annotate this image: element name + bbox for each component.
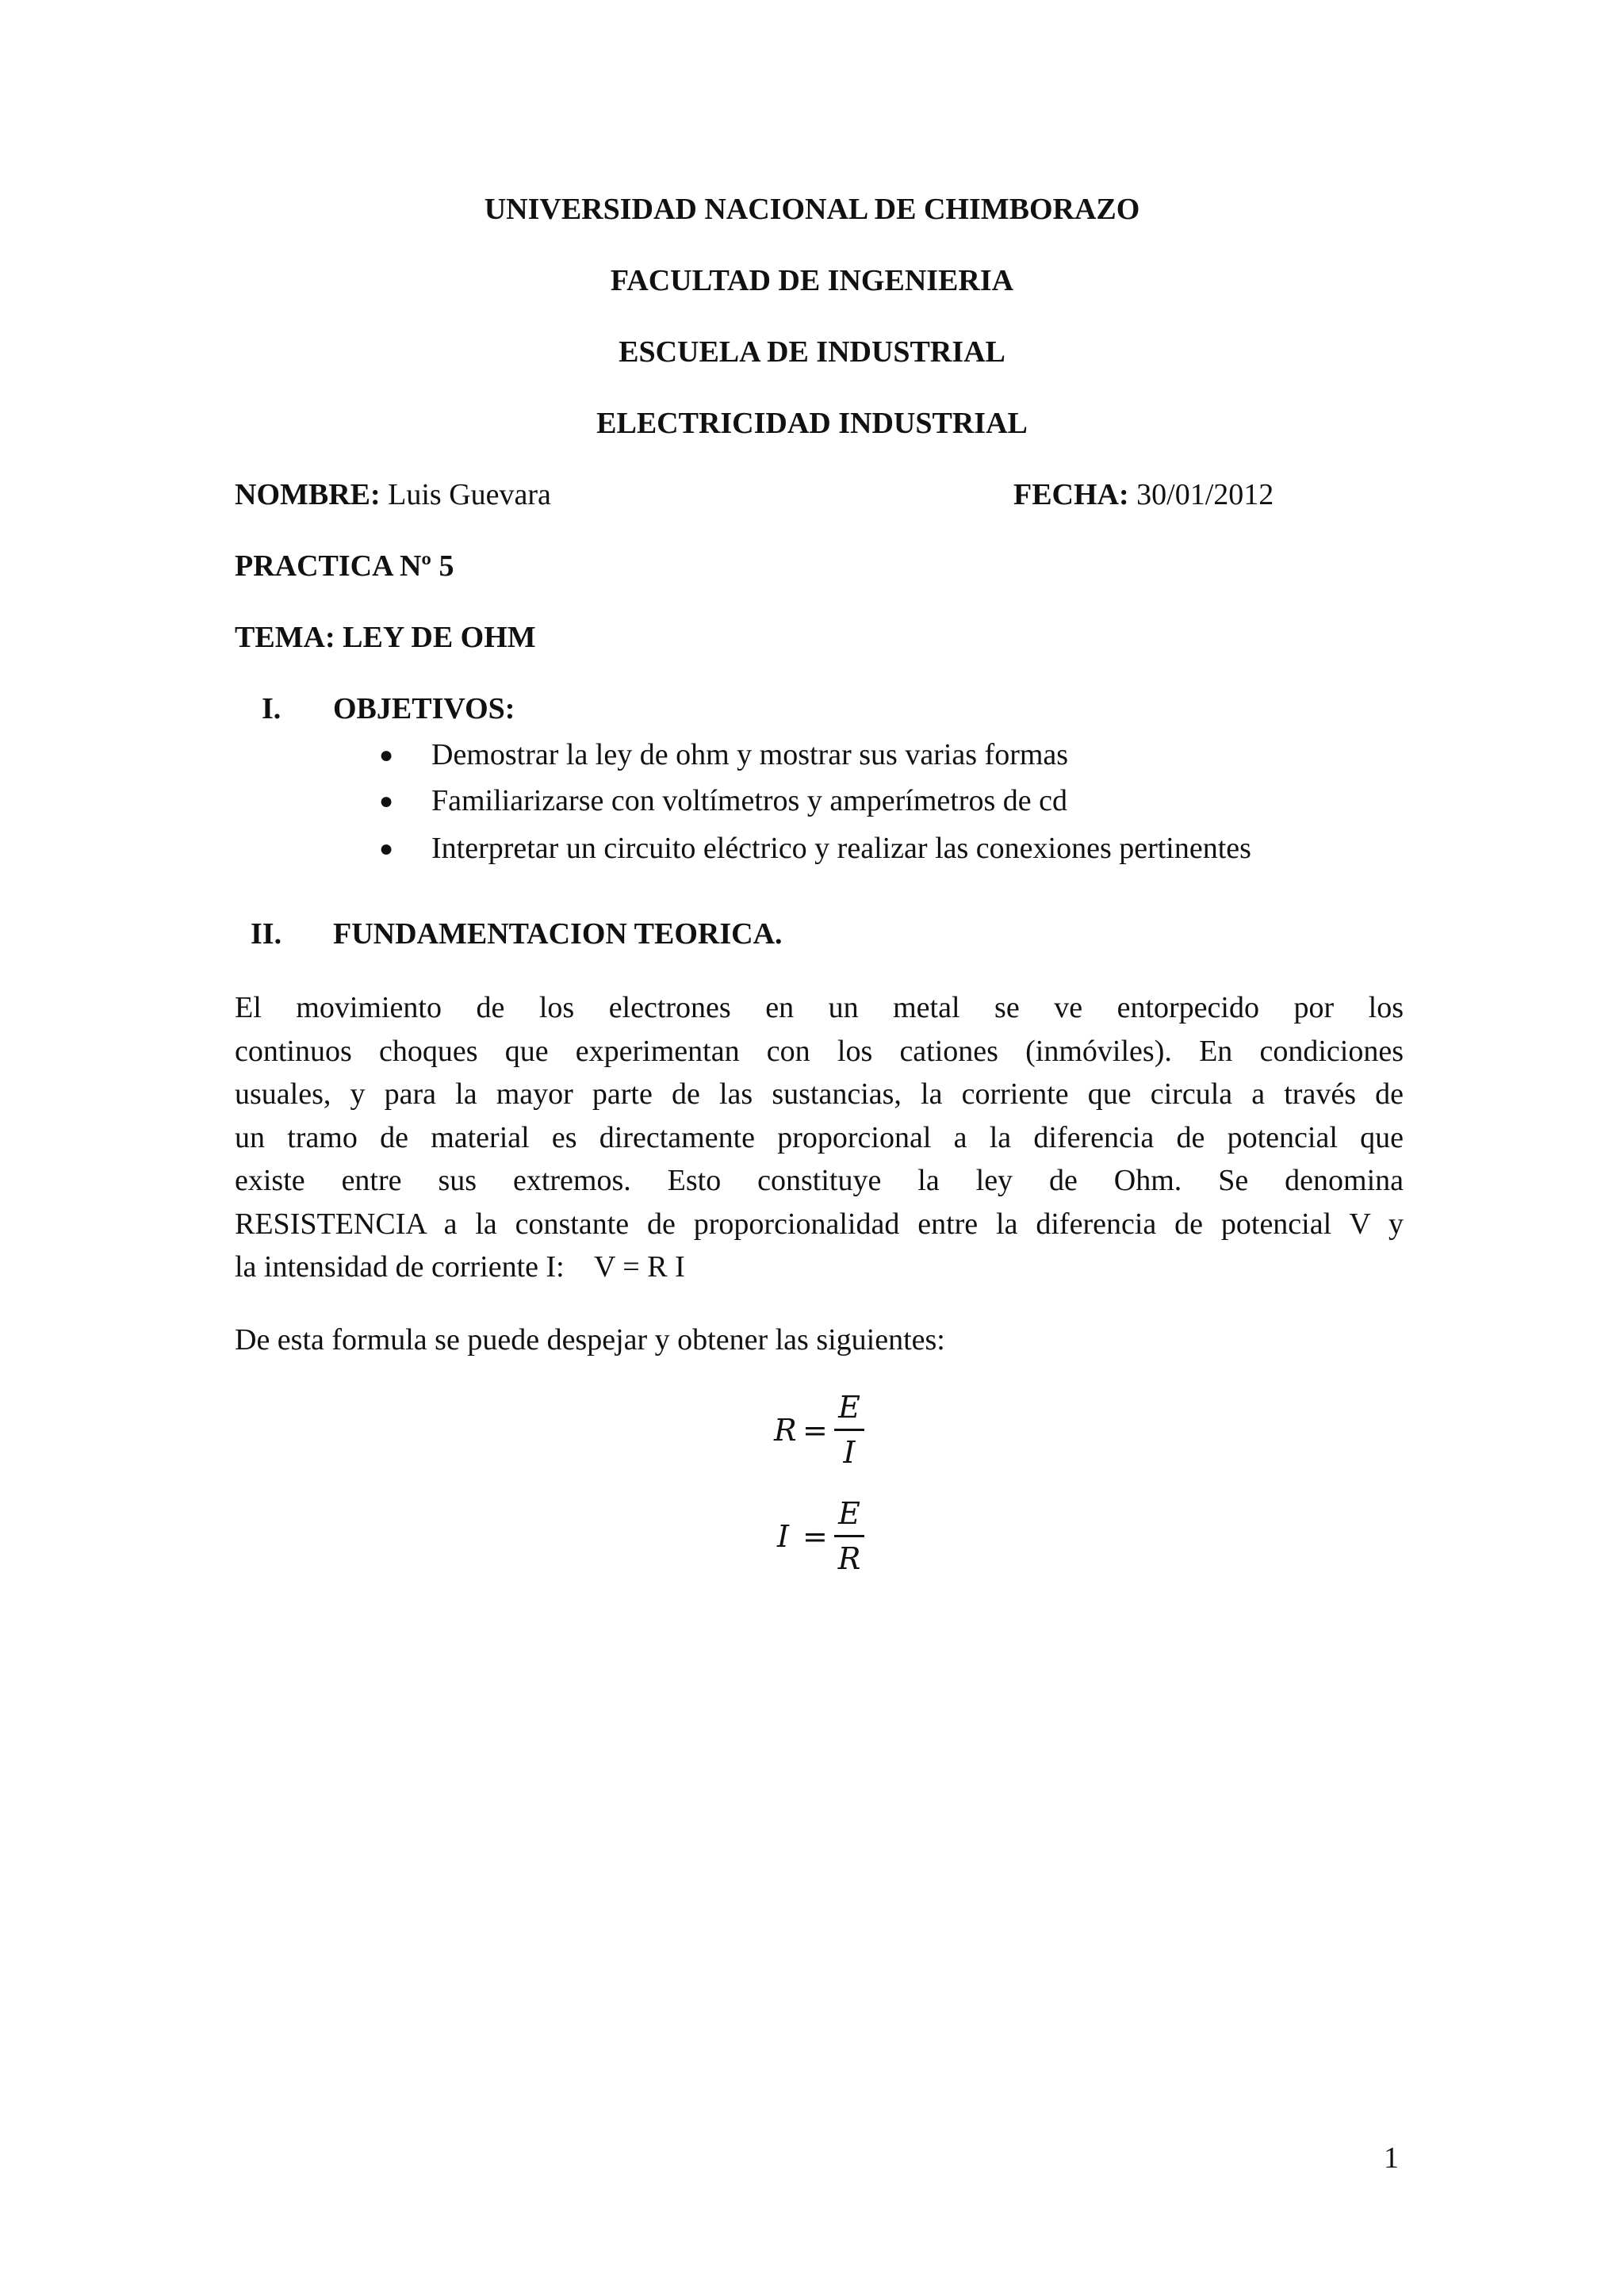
bullet-icon: ●: [379, 742, 394, 768]
paragraph-line: un tramo de material es directamente proporcional a la diferencia de potencial que: [235, 1120, 1404, 1154]
formula-lhs: I: [777, 1519, 790, 1554]
name-value: Luis Guevara: [388, 478, 551, 511]
bullet-icon: ●: [379, 788, 394, 814]
theory-number: II.: [251, 917, 282, 951]
objective-item: Familiarizarse con voltímetros y amperímetros de cd: [431, 784, 1067, 817]
practice-number: PRACTICA Nº 5: [235, 549, 454, 583]
paragraph-line: existe entre sus extremos. Esto constituye la ley de Ohm. Se denomina: [235, 1164, 1404, 1197]
date-label: FECHA:: [1013, 478, 1129, 511]
paragraph-line: la intensidad de corriente I: V = R I: [235, 1250, 685, 1284]
fraction-numerator: E: [838, 1496, 860, 1531]
paragraph-line: RESISTENCIA a la constante de proporcionalidad entre la diferencia de potencial V y: [235, 1207, 1404, 1241]
topic-title: TEMA: LEY DE OHM: [235, 621, 536, 654]
theory-title: FUNDAMENTACION TEORICA.: [333, 917, 783, 951]
objective-item: Interpretar un circuito eléctrico y realizar las conexiones pertinentes: [431, 832, 1251, 865]
subject-title: ELECTRICIDAD INDUSTRIAL: [596, 407, 1028, 440]
name-label: NOMBRE:: [235, 478, 381, 511]
formula-intro: De esta formula se puede despejar y obtener las siguientes:: [235, 1323, 945, 1357]
faculty-title: FACULTAD DE INGENIERIA: [610, 264, 1014, 297]
date-line: [1013, 477, 1274, 512]
formula-lhs: R: [774, 1413, 797, 1448]
fraction-denominator: I: [843, 1435, 856, 1470]
paragraph-line: El movimiento de los electrones en un metal se ve entorpecido por los: [235, 991, 1404, 1024]
fraction-denominator: R: [837, 1541, 861, 1576]
university-title: UNIVERSIDAD NACIONAL DE CHIMBORAZO: [484, 193, 1140, 226]
formula-equals: =: [802, 1519, 828, 1554]
fraction-bar: [834, 1429, 864, 1431]
paragraph-line: continuos choques que experimentan con los cationes (inmóviles). En condiciones: [235, 1034, 1404, 1068]
school-title: ESCUELA DE INDUSTRIAL: [619, 335, 1005, 369]
date-value: 30/01/2012: [1136, 478, 1274, 511]
bullet-icon: ●: [379, 836, 394, 862]
objective-item: Demostrar la ley de ohm y mostrar sus varias formas: [431, 738, 1069, 771]
page-number: 1: [1384, 2141, 1399, 2175]
fraction-bar: [834, 1535, 864, 1537]
formula-equals: =: [802, 1413, 828, 1448]
theory-paragraph: [235, 986, 1404, 1289]
paragraph-line: usuales, y para la mayor parte de las sustancias, la corriente que circula a través de: [235, 1077, 1404, 1111]
objectives-number: I.: [262, 692, 282, 725]
formula-fraction: [834, 1389, 864, 1471]
fraction-numerator: E: [838, 1390, 860, 1425]
formula-fraction: [834, 1495, 864, 1577]
objectives-title: OBJETIVOS:: [333, 692, 515, 725]
name-line: [235, 477, 551, 512]
